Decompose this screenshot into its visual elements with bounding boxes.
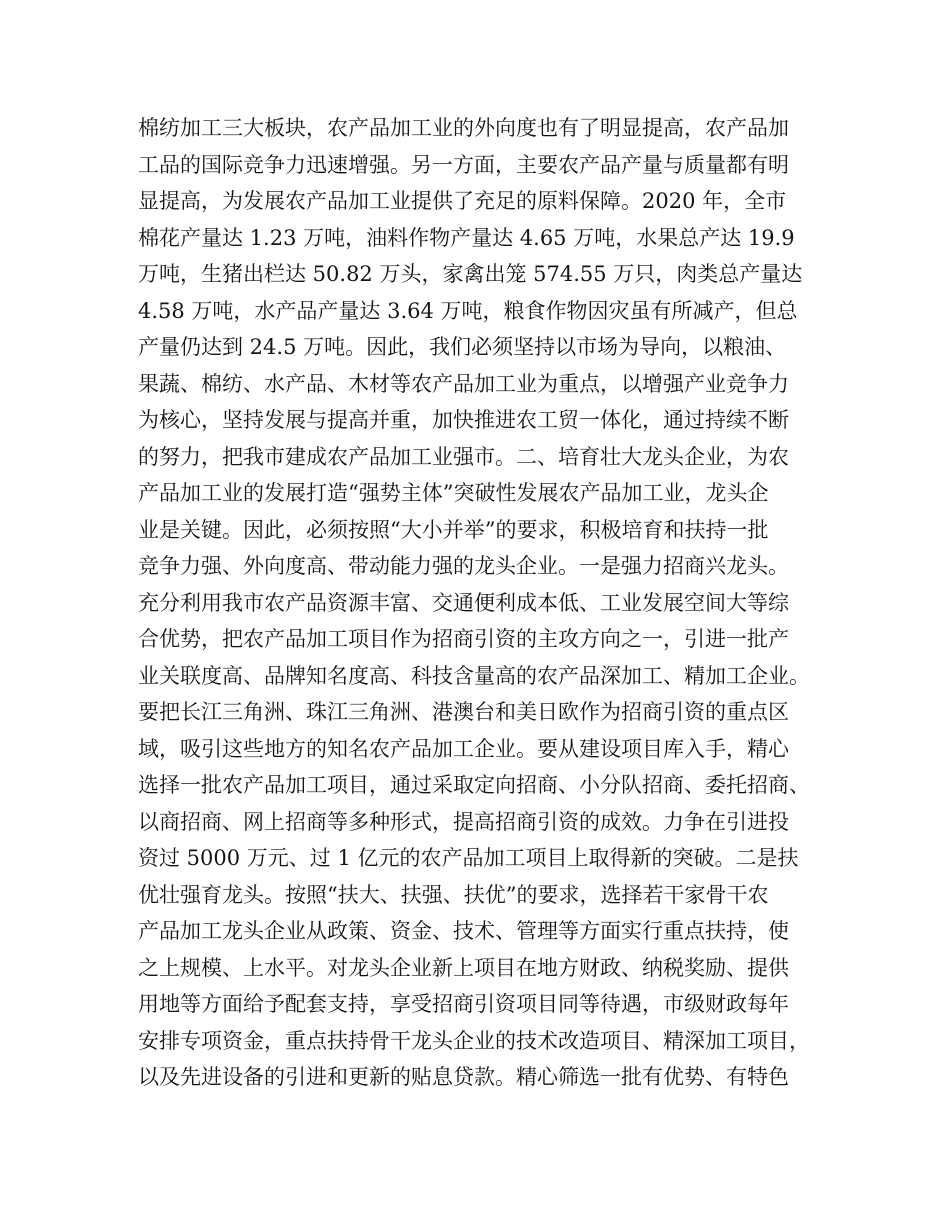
text-line: 产量仍达到 24.5 万吨。因此，我们必须坚持以市场为导向，以粮油、: [138, 335, 787, 359]
text-line: 选择一批农产品加工项目，通过采取定向招商、小分队招商、委托招商、: [138, 773, 810, 797]
text-line: 优壮强育龙头。按照“扶大、扶强、扶优”的要求，选择若干家骨干农: [138, 882, 769, 907]
text-line: 资过 5000 万元、过 1 亿元的农产品加工项目上取得新的突破。二是扶: [138, 846, 799, 870]
text-line: 棉纺加工三大板块，农产品加工业的外向度也有了明显提高，农产品加: [138, 116, 789, 140]
body-paragraph: [138, 110, 828, 1096]
text-line: 充分利用我市农产品资源丰富、交通便利成本低、工业发展空间大等综: [138, 590, 789, 615]
text-line: 域，吸引这些地方的知名农产品加工企业。要从建设项目库入手，精心: [138, 736, 789, 761]
text-line: 以及先进设备的引进和更新的贴息贷款。精心筛选一批有优势、有特色: [138, 1065, 789, 1089]
text-line: 工品的国际竞争力迅速增强。另一方面，主要农产品产量与质量都有明: [138, 152, 789, 177]
text-line: 业关联度高、品牌知名度高、科技含量高的农产品深加工、精加工企业。: [138, 663, 810, 688]
text-line: 显提高，为发展农产品加工业提供了充足的原料保障。2020 年，全市: [138, 189, 787, 213]
text-line: 4.58 万吨，水产品产量达 3.64 万吨，粮食作物因灾虽有所减产，但总: [138, 298, 798, 323]
text-line: 要把长江三角洲、珠江三角洲、港澳台和美日欧作为招商引资的重点区: [138, 700, 789, 724]
text-line: 为核心，坚持发展与提高并重，加快推进农工贸一体化，通过持续不断: [138, 408, 789, 432]
text-line: 万吨，生猪出栏达 50.82 万头，家禽出笼 574.55 万只，肉类总产量达: [138, 262, 803, 286]
text-line: 之上规模、上水平。对龙头企业新上项目在地方财政、纳税奖励、提供: [138, 955, 789, 980]
text-line: 棉花产量达 1.23 万吨，油料作物产量达 4.65 万吨，水果总产达 19.9: [138, 225, 795, 250]
text-line: 合优势，把农产品加工项目作为招商引资的主攻方向之一，引进一批产: [138, 627, 789, 651]
text-line: 产品加工龙头企业从政策、资金、技术、管理等方面实行重点扶持，使: [138, 919, 789, 943]
text-line: 安排专项资金，重点扶持骨干龙头企业的技术改造项目、精深加工项目，: [138, 1028, 810, 1053]
text-line: 以商招商、网上招商等多种形式，提高招商引资的成效。力争在引进投: [138, 809, 789, 834]
text-line: 用地等方面给予配套支持，享受招商引资项目同等待遇，市级财政每年: [138, 992, 789, 1016]
text-line: 竞争力强、外向度高、带动能力强的龙头企业。一是强力招商兴龙头。: [138, 554, 789, 578]
text-line: 果蔬、棉纺、水产品、木材等农产品加工业为重点，以增强产业竞争力: [138, 371, 789, 396]
text-line: 产品加工业的发展打造“强势主体”突破性发展农产品加工业，龙头企: [138, 481, 769, 505]
text-line: 的努力，把我市建成农产品加工业强市。二、培育壮大龙头企业，为农: [138, 444, 789, 469]
text-line: 业是关键。因此，必须按照“大小并举”的要求，积极培育和扶持一批: [138, 517, 769, 542]
